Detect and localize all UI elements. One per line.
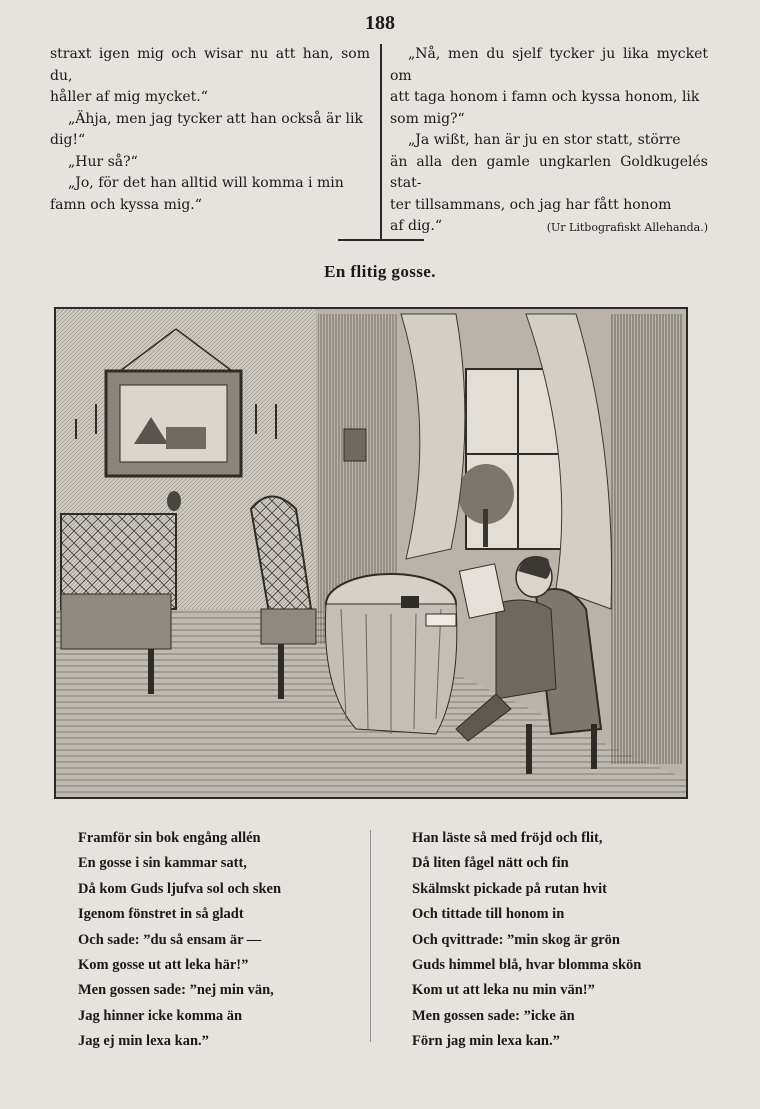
- paragraph-line: straxt igen mig och wisar nu att han, som du,: [50, 46, 370, 84]
- poem-line: Då kom Guds ljufva sol och sken: [78, 880, 282, 897]
- engraving-illustration: [54, 307, 688, 799]
- poem-line: Förn jag min lexa kan.”: [412, 1033, 560, 1050]
- text-column-right: [390, 44, 708, 239]
- paragraph-line: „Ja wißt, han är ju en stor statt, större: [408, 132, 681, 148]
- poem-line: Jag ej min lexa kan.”: [78, 1033, 209, 1050]
- column-divider: [380, 44, 382, 240]
- section-divider: [338, 239, 424, 241]
- paragraph-line: dig!“: [50, 132, 86, 148]
- poem-line: Guds himmel blå, hvar blomma skön: [412, 957, 642, 974]
- paragraph-line: „Nå, men du sjelf tycker ju lika mycket om: [390, 46, 708, 84]
- paragraph-line: än alla den gamle ungkarlen Goldkugelés stat-: [390, 153, 708, 191]
- boy-reading-engraving: [56, 309, 686, 797]
- paragraph-line: att taga honom i famn och kyssa honom, lik: [390, 89, 700, 105]
- poem-line: En gosse i sin kammar satt,: [78, 855, 247, 872]
- page-number: 188: [365, 12, 395, 34]
- poem-line: Men gossen sade: ”icke än: [412, 1007, 575, 1024]
- poem-line: Och tittade till honom in: [412, 906, 565, 923]
- poem-divider: [370, 830, 371, 1042]
- poem-title: En flitig gosse.: [324, 262, 436, 281]
- poem-line: Igenom fönstret in så gladt: [78, 906, 244, 923]
- poem-line: Kom gosse ut att leka här!”: [78, 957, 249, 974]
- paragraph-line: „Jo, för det han alltid will komma i min: [68, 175, 344, 191]
- source-note: (Ur Litbografiskt Allehanda.): [546, 221, 708, 234]
- paragraph-line-end: af dig.“: [390, 218, 442, 234]
- paragraph-line: famn och kyssa mig.“: [50, 196, 202, 213]
- paragraph-line: ter tillsammans, och jag har fått honom: [390, 196, 672, 213]
- poem-line: Och sade: ”du så ensam är —: [78, 931, 262, 948]
- poem-line: Framför sin bok engång allén: [78, 830, 261, 846]
- poem-line: Och qvittrade: ”min skog är grön: [412, 931, 620, 948]
- poem-line: Han läste så med fröjd och flit,: [412, 830, 603, 846]
- paragraph-line: „Hur så?“: [68, 153, 138, 170]
- poem-line: Kom ut att leka nu min vän!”: [412, 982, 595, 999]
- poem-line: Då liten fågel nätt och fin: [412, 855, 569, 872]
- paragraph-line: „Ähja, men jag tycker att han också är lik: [68, 110, 363, 127]
- text-column-left: [50, 44, 370, 216]
- paragraph-line: håller af mig mycket.“: [50, 89, 208, 105]
- poem-line: Men gossen sade: ”nej min vän,: [78, 982, 274, 999]
- poem-line: Jag hinner icke komma än: [78, 1007, 243, 1024]
- paragraph-line: som mig?“: [390, 110, 465, 127]
- poem-line: Skälmskt pickade på rutan hvit: [412, 880, 607, 897]
- paragraph-line: [390, 216, 708, 238]
- poem-stanza-right: [412, 826, 702, 1055]
- poem-stanza-left: [78, 826, 368, 1055]
